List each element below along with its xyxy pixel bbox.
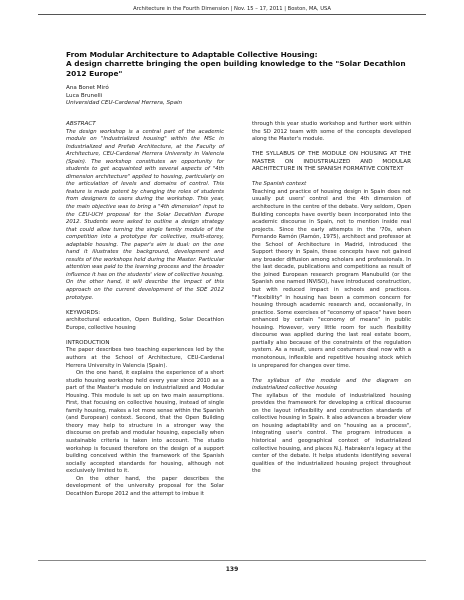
author-name: Ana Bonet Miró [66,85,109,92]
subsection-heading: The Spanish context [252,181,307,188]
paper-subtitle: A design charrette bringing the open building knowledge to the "Solar Decathlon 2012 Europe" [66,59,406,78]
abstract-heading: ABSTRACT [66,121,96,127]
left-column [66,121,224,498]
introduction-paragraph: The paper describes two teaching experiences led by the authors at the School of Architecture, CEU-Cardenal Herrera University in Valencia (Spain). [66,347,224,369]
author-list [66,85,406,108]
abstract-text: The design workshop is a central part of the academic module on "Industrialized housing" within the MSc in Industrialized and Prefab Architecture, at the Faculty of Architecture, CEU-Cardenal Herrera University in Valencia (Spain). The workshop constitutes an opportunity for students to get acquainted with several aspects of "4th dimension architecture" applied to housing, particularly on the articulation of levels and domains of control. This feature is made potent by changing the roles of students from designers to users during the workshop. This year, the main objective was to bring a "4th dimension" input to the CEU-UCH proposal for the Solar Decathlon Europe 2012. Students were asked to outline a design strategy that could allow turning the single family module of the competition into a prototype for collective, multi-storey, adaptable housing. The paper's aim is dual: on the one hand it illustrates the background, development and results of the workshops held during the Master. Particular attention was paid to the learning process and the broader influence it has on the students' view of collective housing. On the other hand, it will describe the impact of this approach on the current development of the SDE 2012 prototype. [66,128,224,301]
footer-rule [38,560,426,561]
body-paragraph: The syllabus of the module of industrialized housing provides the framework for developing a critical discourse on the layout inflexibility and construction standards of collective housing in Spain. It also advances a broader view on housing adaptability and on "housing as a process", integrating user's control. The program introduces a historical and geographical context of industrialized collective housing, and places N.J. Habraken's legacy at the center of the debate. It helps students identifying several qualities of the industrialized housing project throughout the [252,392,411,475]
header-rule [38,14,426,15]
page-number: 139 [225,566,239,573]
author-affiliation: Universidad CEU-Cardenal Herrera, Spain [66,100,183,107]
body-paragraph: Teaching and practice of housing design in Spain does not usually put users' control and the 4th dimension of architecture in the centre of the debate. Very seldom, Open Building concepts have overtly been incorporated into the academic discourse in Spain, not to mention inside real projects. Since the early attempts in the '70s, when Fernando Ramón (Ramón, 1975), architect and professor at the School of Architecture in Madrid, introduced the Support theory in Spain, these concepts have not gained any broader diffusion among scholars and professionals. In the last decade, publications and competitions as result of the joined European research program Manubuild (or the Spanish one named INVISO), have introduced construction, but with reduced impact in schools and practices. "Flexibility" in housing has been a common concern for housing through academic research and, occasionally, in practice. Some exercises of "economy of space" have been enhanced by certain "economy of means" in public housing. However, very little room for such flexibility discourse was applied during the last real estate boom, partially also because of the constraints of the regulation system. As a result, users and costumers deal now with a monotonous, inflexible and repetitive housing stock which is unprepared for changes over time. [252,188,411,369]
abstract-section [66,121,224,302]
section-heading: THE SYLLABUS OF THE MODULE ON HOUSING AT THE MASTER ON INDUSTRIALIZED AND MODULAR ARCHITECTURE IN THE SPANISH FORMATIVE CONTEXT [252,151,411,173]
introduction-paragraph: On the other hand, the paper describes the development of the university proposal for the Solar Decathlon Europe 2012 and the attempt to imbue it [66,475,224,497]
running-head: Architecture in the Fourth Dimension | Nov. 15 – 17, 2011 | Boston, MA, USA [133,6,331,12]
title-block [66,50,406,108]
paper-title: From Modular Architecture to Adaptable Collective Housing: [66,50,318,59]
author-name: Luca Brunelli [66,92,103,99]
keywords-heading: KEYWORDS: [66,309,101,316]
right-column [252,121,411,476]
continued-paragraph: through this year studio workshop and further work within the SD 2012 team with some of the concepts developed along the Master's module. [252,121,411,143]
introduction-heading: INTRODUCTION [66,339,110,346]
keywords-text: architectural education, Open Building, Solar Decathlon Europe, collective housing [66,317,224,331]
introduction-paragraph: On the one hand, it explains the experience of a short studio housing workshop held every year since 2010 as a part of the Master's module on Industrialized and Modular Housing. This module is set up on two main assumptions. First, that focusing on collective housing, instead of single family housing, makes a lot more sense within the Spanish (and European) context. Second, that the Open Building theory may help to structure in a stronger way the discourse on prefab and modular housing, especially when sustainable criteria is taken into account. The studio workshop is focused therefore on the design of a support building conceived within the framework of the Spanish socially accepted standards for housing, although not exclusively limited to it. [66,370,224,475]
subsection-heading: The syllabus of the module and the diagram on industrialized collective housing [252,377,411,392]
